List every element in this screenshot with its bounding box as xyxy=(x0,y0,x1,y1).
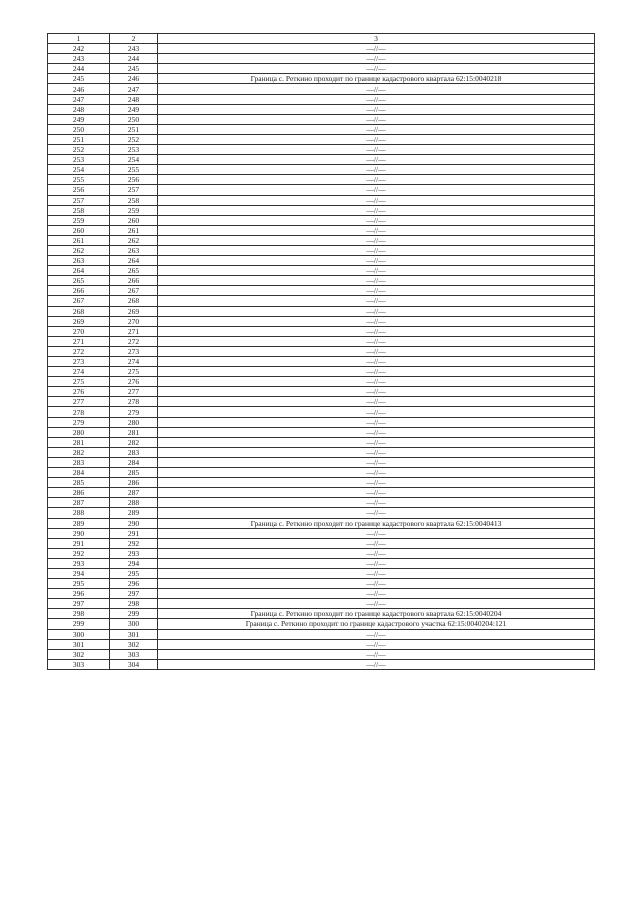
point-from-cell: 242 xyxy=(48,44,110,54)
table-row xyxy=(48,538,595,548)
point-to-cell: 250 xyxy=(110,114,158,124)
description-cell: —//— xyxy=(158,468,595,478)
description-cell: —//— xyxy=(158,397,595,407)
table-row xyxy=(48,225,595,235)
point-from-cell: 262 xyxy=(48,245,110,255)
table-row xyxy=(48,195,595,205)
table-row xyxy=(48,346,595,356)
table-row xyxy=(48,518,595,528)
point-from-cell: 291 xyxy=(48,538,110,548)
header-cell-1: 1 xyxy=(48,34,110,44)
description-cell: —//— xyxy=(158,195,595,205)
point-to-cell: 269 xyxy=(110,306,158,316)
point-from-cell: 286 xyxy=(48,488,110,498)
point-to-cell: 272 xyxy=(110,336,158,346)
point-from-cell: 261 xyxy=(48,235,110,245)
point-from-cell: 266 xyxy=(48,286,110,296)
point-from-cell: 260 xyxy=(48,225,110,235)
point-to-cell: 253 xyxy=(110,145,158,155)
point-from-cell: 289 xyxy=(48,518,110,528)
description-cell: —//— xyxy=(158,437,595,447)
table-row xyxy=(48,316,595,326)
point-from-cell: 258 xyxy=(48,205,110,215)
table-row xyxy=(48,457,595,467)
description-cell: —//— xyxy=(158,548,595,558)
point-from-cell: 299 xyxy=(48,619,110,629)
point-from-cell: 253 xyxy=(48,155,110,165)
point-to-cell: 283 xyxy=(110,447,158,457)
description-cell: —//— xyxy=(158,488,595,498)
point-to-cell: 284 xyxy=(110,457,158,467)
description-cell: —//— xyxy=(158,296,595,306)
description-cell: —//— xyxy=(158,447,595,457)
table-row xyxy=(48,64,595,74)
point-to-cell: 276 xyxy=(110,377,158,387)
point-from-cell: 292 xyxy=(48,548,110,558)
table-row xyxy=(48,629,595,639)
description-cell: —//— xyxy=(158,306,595,316)
point-to-cell: 301 xyxy=(110,629,158,639)
table-row xyxy=(48,548,595,558)
point-from-cell: 274 xyxy=(48,367,110,377)
point-to-cell: 257 xyxy=(110,185,158,195)
description-cell: —//— xyxy=(158,387,595,397)
table-row xyxy=(48,165,595,175)
table-row xyxy=(48,266,595,276)
point-to-cell: 255 xyxy=(110,165,158,175)
point-to-cell: 287 xyxy=(110,488,158,498)
header-cell-3: 3 xyxy=(158,34,595,44)
point-to-cell: 282 xyxy=(110,437,158,447)
point-to-cell: 243 xyxy=(110,44,158,54)
table-row xyxy=(48,306,595,316)
table-row xyxy=(48,488,595,498)
table-row xyxy=(48,185,595,195)
point-from-cell: 247 xyxy=(48,94,110,104)
point-from-cell: 302 xyxy=(48,649,110,659)
description-cell: —//— xyxy=(158,256,595,266)
point-to-cell: 266 xyxy=(110,276,158,286)
description-cell: —//— xyxy=(158,64,595,74)
table-row xyxy=(48,256,595,266)
point-from-cell: 275 xyxy=(48,377,110,387)
table-row xyxy=(48,579,595,589)
point-to-cell: 279 xyxy=(110,407,158,417)
table-row xyxy=(48,568,595,578)
description-cell: —//— xyxy=(158,185,595,195)
table-row xyxy=(48,114,595,124)
description-cell: —//— xyxy=(158,286,595,296)
description-cell: —//— xyxy=(158,528,595,538)
point-from-cell: 268 xyxy=(48,306,110,316)
point-to-cell: 262 xyxy=(110,235,158,245)
table-row xyxy=(48,326,595,336)
table-row xyxy=(48,94,595,104)
description-cell: —//— xyxy=(158,215,595,225)
description-cell: —//— xyxy=(158,245,595,255)
point-to-cell: 265 xyxy=(110,266,158,276)
point-from-cell: 265 xyxy=(48,276,110,286)
table-row xyxy=(48,599,595,609)
point-from-cell: 277 xyxy=(48,397,110,407)
point-from-cell: 249 xyxy=(48,114,110,124)
table-body xyxy=(48,34,595,670)
table-row xyxy=(48,104,595,114)
point-to-cell: 258 xyxy=(110,195,158,205)
description-cell: Граница с. Реткино проходит по границе кадастрового квартала 62:15:0040413 xyxy=(158,518,595,528)
point-from-cell: 282 xyxy=(48,447,110,457)
point-to-cell: 273 xyxy=(110,346,158,356)
point-to-cell: 280 xyxy=(110,417,158,427)
description-cell: —//— xyxy=(158,104,595,114)
description-cell: —//— xyxy=(158,367,595,377)
description-cell: —//— xyxy=(158,589,595,599)
point-from-cell: 296 xyxy=(48,589,110,599)
point-to-cell: 267 xyxy=(110,286,158,296)
description-cell: —//— xyxy=(158,316,595,326)
description-cell: —//— xyxy=(158,134,595,144)
point-to-cell: 304 xyxy=(110,659,158,669)
table-header-row xyxy=(48,34,595,44)
table-row xyxy=(48,44,595,54)
point-to-cell: 247 xyxy=(110,84,158,94)
table-row xyxy=(48,427,595,437)
point-from-cell: 257 xyxy=(48,195,110,205)
point-to-cell: 264 xyxy=(110,256,158,266)
table-row xyxy=(48,245,595,255)
point-from-cell: 263 xyxy=(48,256,110,266)
table-row xyxy=(48,417,595,427)
description-cell: Граница с. Реткино проходит по границе кадастрового участка 62:15:0040204:121 xyxy=(158,619,595,629)
point-from-cell: 254 xyxy=(48,165,110,175)
description-cell: —//— xyxy=(158,266,595,276)
description-cell: —//— xyxy=(158,579,595,589)
table-row xyxy=(48,639,595,649)
point-from-cell: 297 xyxy=(48,599,110,609)
point-to-cell: 246 xyxy=(110,74,158,84)
description-cell: —//— xyxy=(158,558,595,568)
point-from-cell: 244 xyxy=(48,64,110,74)
table-row xyxy=(48,478,595,488)
point-from-cell: 243 xyxy=(48,54,110,64)
point-from-cell: 294 xyxy=(48,568,110,578)
description-cell: —//— xyxy=(158,407,595,417)
header-cell-2: 2 xyxy=(110,34,158,44)
description-cell: —//— xyxy=(158,276,595,286)
point-to-cell: 293 xyxy=(110,548,158,558)
point-from-cell: 250 xyxy=(48,124,110,134)
table-row xyxy=(48,558,595,568)
description-cell: Граница с. Реткино проходит по границе кадастрового квартала 62:15:0040218 xyxy=(158,74,595,84)
description-cell: —//— xyxy=(158,94,595,104)
table-row xyxy=(48,367,595,377)
point-to-cell: 289 xyxy=(110,508,158,518)
point-to-cell: 297 xyxy=(110,589,158,599)
description-cell: —//— xyxy=(158,508,595,518)
point-from-cell: 298 xyxy=(48,609,110,619)
description-cell: —//— xyxy=(158,599,595,609)
description-cell: —//— xyxy=(158,84,595,94)
point-from-cell: 252 xyxy=(48,145,110,155)
description-cell: —//— xyxy=(158,346,595,356)
description-cell: —//— xyxy=(158,478,595,488)
table-row xyxy=(48,134,595,144)
point-to-cell: 298 xyxy=(110,599,158,609)
point-to-cell: 244 xyxy=(110,54,158,64)
point-to-cell: 296 xyxy=(110,579,158,589)
table-row xyxy=(48,468,595,478)
point-from-cell: 284 xyxy=(48,468,110,478)
description-cell: —//— xyxy=(158,538,595,548)
point-to-cell: 275 xyxy=(110,367,158,377)
table-row xyxy=(48,619,595,629)
description-cell: —//— xyxy=(158,235,595,245)
point-to-cell: 286 xyxy=(110,478,158,488)
point-to-cell: 270 xyxy=(110,316,158,326)
description-cell: Граница с. Реткино проходит по границе кадастрового квартала 62:15:0040204 xyxy=(158,609,595,619)
table-row xyxy=(48,649,595,659)
point-from-cell: 273 xyxy=(48,357,110,367)
description-cell: —//— xyxy=(158,124,595,134)
point-to-cell: 261 xyxy=(110,225,158,235)
description-cell: —//— xyxy=(158,145,595,155)
point-from-cell: 285 xyxy=(48,478,110,488)
point-to-cell: 245 xyxy=(110,64,158,74)
point-from-cell: 271 xyxy=(48,336,110,346)
point-from-cell: 245 xyxy=(48,74,110,84)
point-to-cell: 251 xyxy=(110,124,158,134)
point-from-cell: 303 xyxy=(48,659,110,669)
table-row xyxy=(48,276,595,286)
point-from-cell: 246 xyxy=(48,84,110,94)
point-from-cell: 287 xyxy=(48,498,110,508)
point-from-cell: 264 xyxy=(48,266,110,276)
point-to-cell: 299 xyxy=(110,609,158,619)
point-to-cell: 278 xyxy=(110,397,158,407)
point-to-cell: 256 xyxy=(110,175,158,185)
description-cell: —//— xyxy=(158,457,595,467)
point-from-cell: 290 xyxy=(48,528,110,538)
point-to-cell: 260 xyxy=(110,215,158,225)
point-from-cell: 255 xyxy=(48,175,110,185)
table-row xyxy=(48,387,595,397)
point-to-cell: 288 xyxy=(110,498,158,508)
point-from-cell: 256 xyxy=(48,185,110,195)
description-cell: —//— xyxy=(158,114,595,124)
point-from-cell: 259 xyxy=(48,215,110,225)
description-cell: —//— xyxy=(158,629,595,639)
table-row xyxy=(48,528,595,538)
description-cell: —//— xyxy=(158,649,595,659)
point-to-cell: 285 xyxy=(110,468,158,478)
point-to-cell: 302 xyxy=(110,639,158,649)
description-cell: —//— xyxy=(158,326,595,336)
table-row xyxy=(48,437,595,447)
point-from-cell: 278 xyxy=(48,407,110,417)
description-cell: —//— xyxy=(158,155,595,165)
table-row xyxy=(48,235,595,245)
table-row xyxy=(48,145,595,155)
description-cell: —//— xyxy=(158,568,595,578)
point-from-cell: 251 xyxy=(48,134,110,144)
point-to-cell: 277 xyxy=(110,387,158,397)
point-to-cell: 268 xyxy=(110,296,158,306)
description-cell: —//— xyxy=(158,659,595,669)
table-row xyxy=(48,407,595,417)
point-from-cell: 270 xyxy=(48,326,110,336)
point-to-cell: 249 xyxy=(110,104,158,114)
point-to-cell: 292 xyxy=(110,538,158,548)
point-from-cell: 283 xyxy=(48,457,110,467)
point-from-cell: 300 xyxy=(48,629,110,639)
table-row xyxy=(48,659,595,669)
point-to-cell: 252 xyxy=(110,134,158,144)
description-cell: —//— xyxy=(158,639,595,649)
description-cell: —//— xyxy=(158,357,595,367)
point-from-cell: 295 xyxy=(48,579,110,589)
point-to-cell: 300 xyxy=(110,619,158,629)
description-cell: —//— xyxy=(158,427,595,437)
table-row xyxy=(48,54,595,64)
point-from-cell: 301 xyxy=(48,639,110,649)
boundary-points-table xyxy=(47,33,595,670)
table-row xyxy=(48,175,595,185)
table-row xyxy=(48,215,595,225)
description-cell: —//— xyxy=(158,417,595,427)
table-row xyxy=(48,336,595,346)
description-cell: —//— xyxy=(158,175,595,185)
point-from-cell: 293 xyxy=(48,558,110,568)
point-to-cell: 263 xyxy=(110,245,158,255)
table-row xyxy=(48,357,595,367)
description-cell: —//— xyxy=(158,336,595,346)
point-from-cell: 272 xyxy=(48,346,110,356)
table-row xyxy=(48,205,595,215)
table-row xyxy=(48,377,595,387)
table-row xyxy=(48,296,595,306)
point-to-cell: 290 xyxy=(110,518,158,528)
point-from-cell: 280 xyxy=(48,427,110,437)
point-from-cell: 248 xyxy=(48,104,110,114)
point-from-cell: 279 xyxy=(48,417,110,427)
point-to-cell: 294 xyxy=(110,558,158,568)
table-row xyxy=(48,498,595,508)
table-row xyxy=(48,397,595,407)
table-row xyxy=(48,286,595,296)
point-from-cell: 269 xyxy=(48,316,110,326)
point-to-cell: 254 xyxy=(110,155,158,165)
description-cell: —//— xyxy=(158,54,595,64)
point-to-cell: 274 xyxy=(110,357,158,367)
point-to-cell: 291 xyxy=(110,528,158,538)
table-row xyxy=(48,124,595,134)
table-row xyxy=(48,74,595,84)
description-cell: —//— xyxy=(158,165,595,175)
description-cell: —//— xyxy=(158,498,595,508)
point-from-cell: 276 xyxy=(48,387,110,397)
point-from-cell: 288 xyxy=(48,508,110,518)
table-row xyxy=(48,84,595,94)
point-to-cell: 248 xyxy=(110,94,158,104)
table-row xyxy=(48,589,595,599)
point-to-cell: 281 xyxy=(110,427,158,437)
point-to-cell: 295 xyxy=(110,568,158,578)
description-cell: —//— xyxy=(158,205,595,215)
point-to-cell: 259 xyxy=(110,205,158,215)
description-cell: —//— xyxy=(158,225,595,235)
table-row xyxy=(48,508,595,518)
description-cell: —//— xyxy=(158,44,595,54)
point-from-cell: 267 xyxy=(48,296,110,306)
table-row xyxy=(48,609,595,619)
table-row xyxy=(48,447,595,457)
point-to-cell: 303 xyxy=(110,649,158,659)
point-to-cell: 271 xyxy=(110,326,158,336)
description-cell: —//— xyxy=(158,377,595,387)
table-row xyxy=(48,155,595,165)
point-from-cell: 281 xyxy=(48,437,110,447)
